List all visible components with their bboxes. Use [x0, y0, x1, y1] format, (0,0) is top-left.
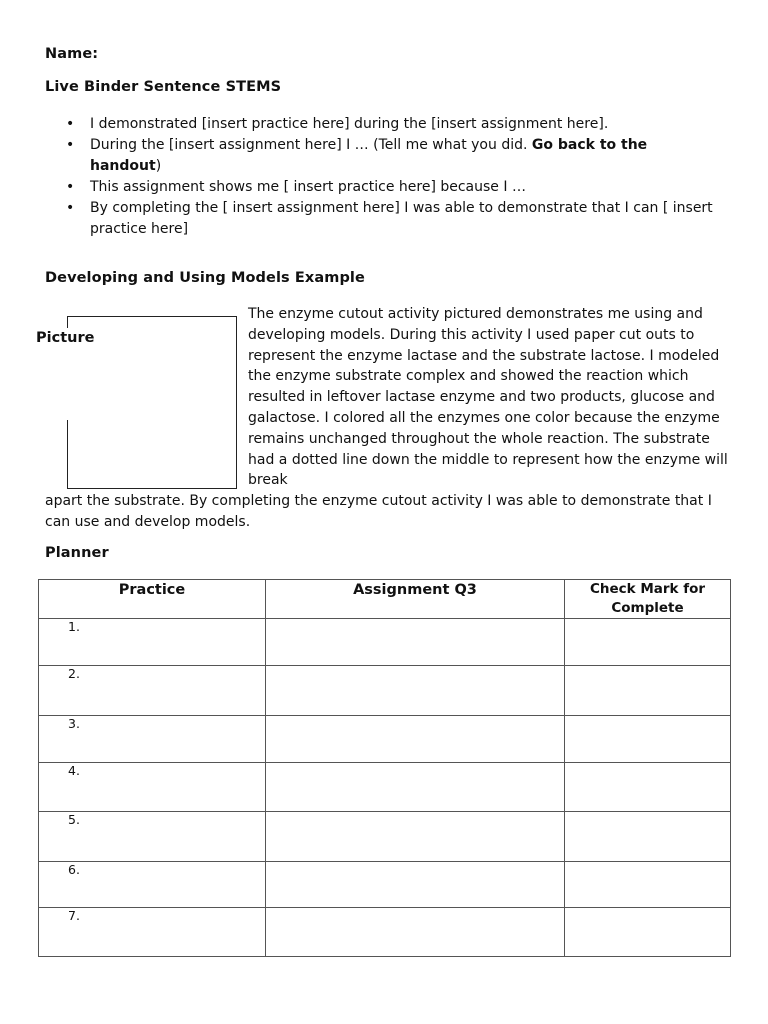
stem-bold-text: Go back to the handout [90, 137, 648, 174]
assignment-cell[interactable] [266, 716, 565, 763]
assignment-cell[interactable] [266, 908, 565, 957]
table-row [39, 763, 731, 812]
planner-table [38, 579, 731, 957]
stems-heading: Live Binder Sentence STEMS [45, 79, 282, 95]
bullet-icon: • [66, 200, 75, 216]
check-cell[interactable] [565, 908, 731, 957]
check-cell[interactable] [565, 763, 731, 812]
sentence-stems-list [45, 114, 715, 240]
table-row [39, 619, 731, 666]
table-row [39, 862, 731, 908]
assignment-cell[interactable] [266, 763, 565, 812]
column-header-assignment: Assignment Q3 [266, 580, 565, 619]
row-number: 4. [39, 763, 266, 812]
stem-text-after: ) [155, 158, 162, 174]
check-cell[interactable] [565, 716, 731, 763]
stem-item [45, 198, 715, 240]
table-row [39, 908, 731, 957]
bullet-icon: • [66, 116, 75, 132]
check-cell[interactable] [565, 812, 731, 862]
check-cell[interactable] [565, 619, 731, 666]
picture-label: Picture [36, 330, 95, 346]
bullet-icon: • [66, 179, 75, 195]
planner-heading: Planner [45, 545, 109, 561]
models-paragraph: The enzyme cutout activity pictured demonstrates me using and developing models. During this activity I used paper cut outs to represent the enzyme lactase and the substrate lactose. I modeled the enzyme substrate complex and showed the reaction which resulted in leftover lactase enzyme and two products, glucose and galactose. I colored all the enzymes one color because the enzyme remains unchanged throughout the whole reaction. The substrate had a dotted line down the middle to represent how the enzyme will break [248, 306, 728, 489]
table-row [39, 716, 731, 763]
stem-item [45, 114, 715, 135]
assignment-cell[interactable] [266, 619, 565, 666]
row-number: 3. [39, 716, 266, 763]
models-heading: Developing and Using Models Example [45, 270, 365, 286]
stem-text: This assignment shows me [ insert practice here] because I … [90, 179, 526, 195]
row-number: 5. [39, 812, 266, 862]
assignment-cell[interactable] [266, 862, 565, 908]
assignment-cell[interactable] [266, 666, 565, 716]
column-header-check: Check Mark for Complete [565, 580, 731, 619]
check-cell[interactable] [565, 862, 731, 908]
row-number: 6. [39, 862, 266, 908]
table-row [39, 812, 731, 862]
check-cell[interactable] [565, 666, 731, 716]
row-number: 2. [39, 666, 266, 716]
row-number: 1. [39, 619, 266, 666]
bullet-icon: • [66, 137, 75, 153]
assignment-cell[interactable] [266, 812, 565, 862]
row-number: 7. [39, 908, 266, 957]
models-paragraph-continued: apart the substrate. By completing the enzyme cutout activity I was able to demonstrate that I can use and develop models. [45, 493, 712, 530]
stem-text: I demonstrated [insert practice here] during the [insert assignment here]. [90, 116, 609, 132]
name-label: Name: [45, 46, 99, 62]
table-row [39, 666, 731, 716]
column-header-practice: Practice [39, 580, 266, 619]
stem-item [45, 135, 715, 177]
stem-text: During the [insert assignment here] I … (Tell me what you did. [90, 137, 532, 153]
table-header-row [39, 580, 731, 619]
stem-text: By completing the [ insert assignment here] I was able to demonstrate that I can [ insert practice here] [90, 200, 713, 237]
stem-item [45, 177, 715, 198]
